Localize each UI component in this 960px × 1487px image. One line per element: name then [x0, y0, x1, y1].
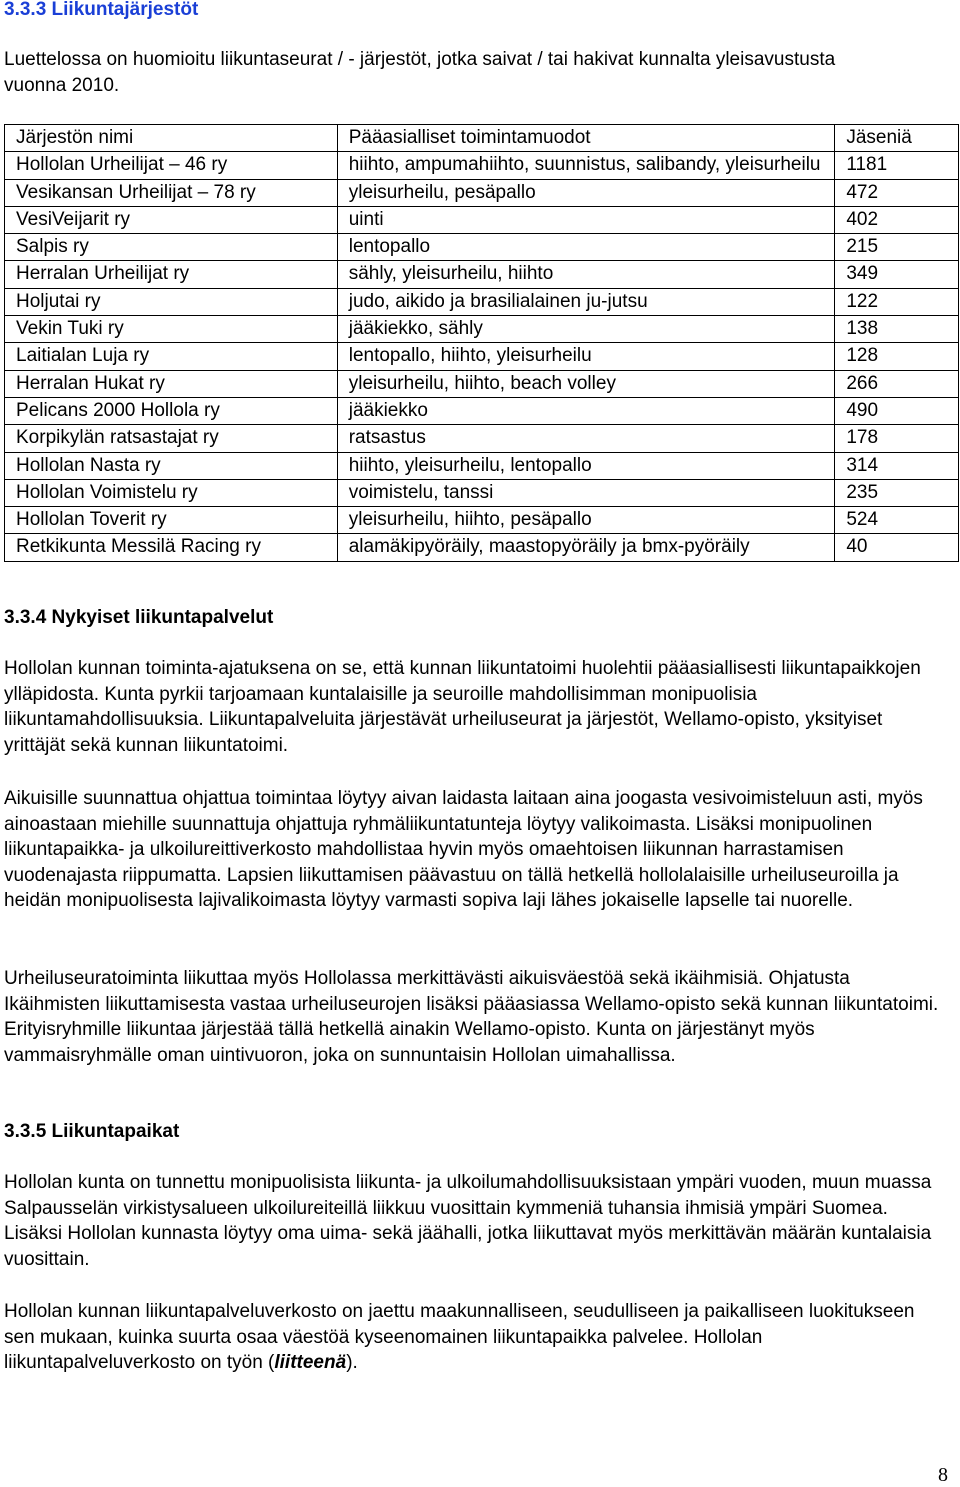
cell-organization-name: Hollolan Voimistelu ry	[5, 479, 338, 506]
cell-organization-name: Laitialan Luja ry	[5, 343, 338, 370]
cell-activities: judo, aikido ja brasilialainen ju-jutsu	[337, 288, 835, 315]
cell-activities: uinti	[337, 206, 835, 233]
table-row	[5, 288, 959, 315]
cell-members: 138	[835, 316, 959, 343]
cell-organization-name: Herralan Hukat ry	[5, 370, 338, 397]
cell-members: 215	[835, 234, 959, 261]
cell-activities: ratsastus	[337, 425, 835, 452]
cell-activities: voimistelu, tanssi	[337, 479, 835, 506]
organizations-table	[4, 124, 959, 562]
facilities-paragraph-2	[4, 1299, 949, 1376]
cell-activities: hiihto, yleisurheilu, lentopallo	[337, 452, 835, 479]
cell-activities: jääkiekko	[337, 397, 835, 424]
table-row	[5, 152, 959, 179]
table-row	[5, 316, 959, 343]
header-cell-activities: Pääasialliset toimintamuodot	[337, 125, 835, 152]
table-row	[5, 206, 959, 233]
page-number: 8	[938, 1464, 948, 1486]
facilities-paragraph-2-end: ).	[346, 1352, 358, 1373]
cell-organization-name: VesiVeijarit ry	[5, 206, 338, 233]
cell-members: 472	[835, 179, 959, 206]
table-row	[5, 261, 959, 288]
cell-activities: yleisurheilu, hiihto, beach volley	[337, 370, 835, 397]
cell-organization-name: Vekin Tuki ry	[5, 316, 338, 343]
appendix-reference: liitteenä	[274, 1352, 347, 1373]
services-paragraph-1: Hollolan kunnan toiminta-ajatuksena on se, että kunnan liikuntatoimi huolehtii pääasiallisesti liikuntapaikkojen ylläpidosta. Kunta pyrkii tarjoamaan kuntalaisille ja seuroille mahdollisimman monipuolisia liikuntamahdollisuuksia. Liikuntapalveluita järjestävät urheiluseurat ja järjestöt, Wellamo-opisto, yksityiset yrittäjät sekä kunnan liikuntatoimi.	[4, 658, 921, 756]
cell-organization-name: Salpis ry	[5, 234, 338, 261]
table-row	[5, 343, 959, 370]
cell-members: 178	[835, 425, 959, 452]
cell-activities: yleisurheilu, pesäpallo	[337, 179, 835, 206]
cell-activities: sähly, yleisurheilu, hiihto	[337, 261, 835, 288]
cell-members: 40	[835, 534, 959, 561]
cell-members: 1181	[835, 152, 959, 179]
cell-members: 490	[835, 397, 959, 424]
cell-organization-name: Hollolan Urheilijat – 46 ry	[5, 152, 338, 179]
table-row	[5, 507, 959, 534]
cell-organization-name: Holjutai ry	[5, 288, 338, 315]
cell-members: 524	[835, 507, 959, 534]
cell-activities: hiihto, ampumahiihto, suunnistus, salibandy, yleisurheilu	[337, 152, 835, 179]
table-row	[5, 534, 959, 561]
cell-activities: yleisurheilu, hiihto, pesäpallo	[337, 507, 835, 534]
cell-organization-name: Vesikansan Urheilijat – 78 ry	[5, 179, 338, 206]
cell-members: 235	[835, 479, 959, 506]
cell-organization-name: Hollolan Nasta ry	[5, 452, 338, 479]
facilities-paragraph-1: Hollolan kunta on tunnettu monipuolisista liikunta- ja ulkoilumahdollisuuksistaan ympäri vuoden, muun muassa Salpausselän virkistysalueen ulkoilureiteillä liikkuu vuosittain kymmeniä tuhansia ihmisiä ympäri Suomea. Lisäksi Hollolan kunnasta löytyy oma uima- sekä jäähalli, jotka liikuttavat myös merkittävän määrän kuntalaisia vuosittain.	[4, 1172, 932, 1270]
section-heading-335: 3.3.5 Liikuntapaikat	[4, 1121, 180, 1142]
table-row	[5, 452, 959, 479]
cell-organization-name: Korpikylän ratsastajat ry	[5, 425, 338, 452]
cell-members: 128	[835, 343, 959, 370]
cell-members: 402	[835, 206, 959, 233]
section-heading-333: 3.3.3 Liikuntajärjestöt	[4, 0, 199, 20]
cell-activities: alamäkipyöräily, maastopyöräily ja bmx-pyöräily	[337, 534, 835, 561]
table-row	[5, 425, 959, 452]
header-cell-members: Jäseniä	[835, 125, 959, 152]
cell-members: 266	[835, 370, 959, 397]
services-paragraph-2: Aikuisille suunnattua ohjattua toimintaa löytyy aivan laidasta laitaan aina joogasta vesivoimisteluun asti, myös ainoastaan miehille suunnattuja ohjattuja ryhmäliikuntatunteja löytyy valikoimasta. Lisäksi monipuolinen liikuntapaikka- ja ulkoilureittiverkosto mahdollistaa hyvin myös omaehtoisen liikunnan harrastamisen vuodenajasta riippumatta. Lapsien liikuttamisen päävastuu on tällä hetkellä hollolalaisille urheiluseuroilla ja heidän monipuolisesta lajivalikoimasta löytyy varmasti sopiva laji lähes jokaiselle lapselle tai nuorelle.	[4, 788, 923, 911]
table-header-row	[5, 125, 959, 152]
cell-members: 349	[835, 261, 959, 288]
table-row	[5, 479, 959, 506]
section-heading-334: 3.3.4 Nykyiset liikuntapalvelut	[4, 607, 274, 628]
cell-activities: lentopallo, hiihto, yleisurheilu	[337, 343, 835, 370]
table-row	[5, 370, 959, 397]
services-paragraph-3: Urheiluseuratoiminta liikuttaa myös Hollolassa merkittävästi aikuisväestöä sekä ikäihmisiä. Ohjatusta Ikäihmisten liikuttamisesta vastaa urheiluseurojen lisäksi pääasiassa Wellamo-opisto sekä kunnan liikuntatoimi. Erityisryhmille liikuntaa järjestää tällä hetkellä ainakin Wellamo-opisto. Kunta on järjestänyt myös vammaisryhmälle oman uintivuoron, joka on sunnuntaisin Hollolan uimahallissa.	[4, 968, 939, 1066]
cell-organization-name: Hollolan Toverit ry	[5, 507, 338, 534]
cell-activities: lentopallo	[337, 234, 835, 261]
cell-members: 122	[835, 288, 959, 315]
header-cell-name: Järjestön nimi	[5, 125, 338, 152]
table-row	[5, 179, 959, 206]
cell-organization-name: Herralan Urheilijat ry	[5, 261, 338, 288]
table-row	[5, 397, 959, 424]
cell-organization-name: Pelicans 2000 Hollola ry	[5, 397, 338, 424]
intro-paragraph: Luettelossa on huomioitu liikuntaseurat / - järjestöt, jotka saivat / tai hakivat kunnalta yleisavustusta vuonna 2010.	[4, 49, 836, 96]
table-row	[5, 234, 959, 261]
facilities-paragraph-2-text: Hollolan kunnan liikuntapalveluverkosto on jaettu maakunnalliseen, seudulliseen ja paikalliseen luokitukseen sen mukaan, kuinka suurta osaa väestöä kyseenomainen liikuntapaikka palvelee. Hollolan liikuntapalveluverkosto on työn (	[4, 1301, 915, 1373]
cell-activities: jääkiekko, sähly	[337, 316, 835, 343]
cell-members: 314	[835, 452, 959, 479]
cell-organization-name: Retkikunta Messilä Racing ry	[5, 534, 338, 561]
